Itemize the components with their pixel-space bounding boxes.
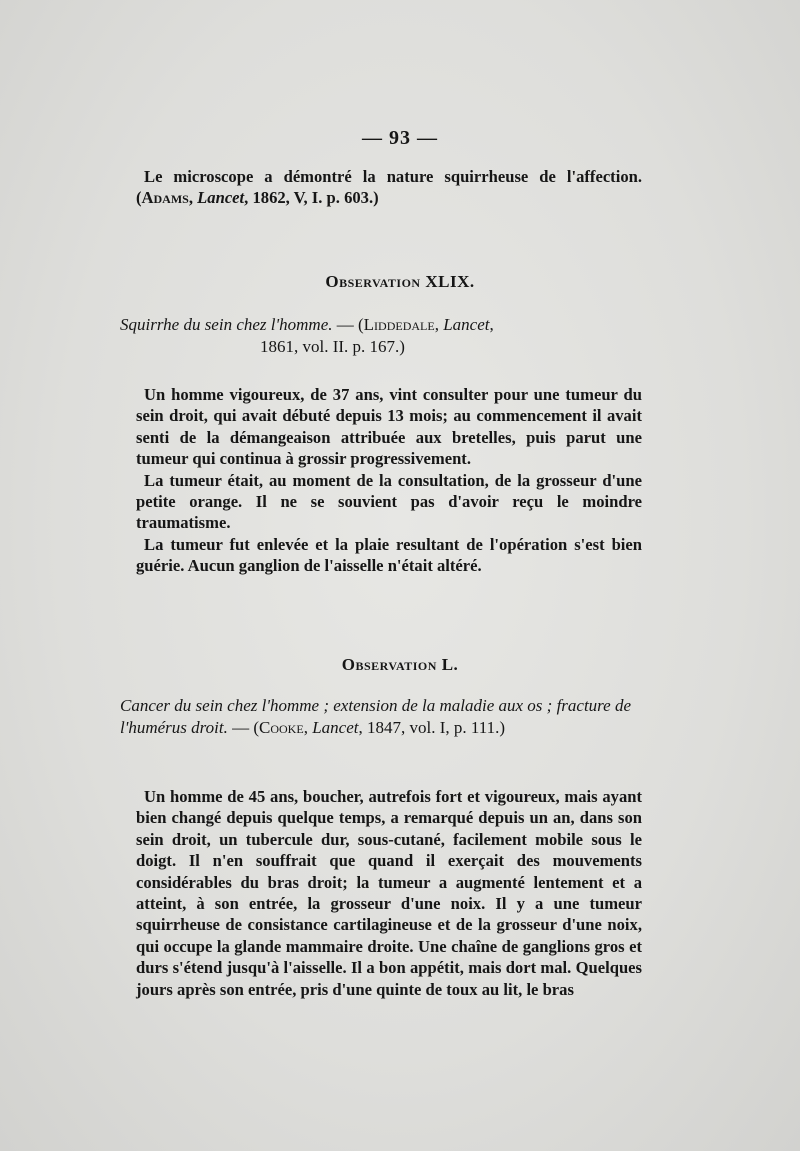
observation-49-body (136, 384, 642, 577)
obs50-title: Cancer du sein chez l'homme ; extension de la maladie aux os ; fracture de l'humérus droit. (120, 696, 631, 737)
intro-ref: , 1862, V, I. p. 603.) (244, 188, 379, 208)
obs49-paragraph: La tumeur était, au moment de la consultation, de la grosseur d'une petite orange. Il ne se souvient pas d'avoir reçu le moindre traumatisme. (136, 470, 642, 533)
obs49-source: Lancet (443, 315, 490, 334)
obs50-ref: , 1847, vol. I, p. 111.) (358, 718, 506, 737)
observation-49-title: Squirrhe du sein chez l'homme. — (Liddedale, Lancet, 1861, vol. II. p. 167.) (120, 315, 494, 356)
obs50-sep: , (303, 718, 313, 737)
obs50-heading-num: L. (441, 655, 459, 674)
obs50-paragraph: Un homme de 45 ans, boucher, autrefois fort et vigoureux, mais ayant bien changé depuis quelque temps, a remarqué depuis un an, dans son sein droit, un tubercule dur, sous-cutané, facilement mobile sous le doigt. Il n'en souffrait que quand il exerçait des mouvements considérables du bras droit; la tumeur a augmenté lentement et a atteint, à son entrée, la grosseur d'une noix. Il y a une tumeur squirrheuse de consistance cartilagineuse et de la grosseur d'une noix, qui occupe la glande mammaire droite. Une chaîne de ganglions gros et durs s'étend jusqu'à l'aisselle. Il a bon appétit, mais dort mal. Quelques jours après son entrée, pris d'une quinte de toux au lit, le bras (136, 787, 642, 999)
obs49-sep: , (434, 315, 444, 334)
observation-49-heading (0, 272, 800, 292)
obs49-paragraph: Un homme vigoureux, de 37 ans, vint consulter pour une tumeur du sein droit, qui avait débuté depuis 13 mois; au commencement il avait senti de la démangeaison attribuée aux bretelles, puis parut une tumeur qui continua à grossir progressivement. (136, 385, 642, 469)
obs50-author: Cooke (259, 718, 304, 737)
page-number: — 93 — (362, 127, 438, 149)
obs50-source: Lancet (312, 718, 359, 737)
intro-text: Le microscope a démontré la nature squirrheuse de l'affection. ( (136, 167, 642, 208)
intro-source: Lancet (197, 188, 245, 208)
observation-50-heading (0, 655, 800, 675)
obs49-paragraph: La tumeur fut enlevée et la plaie resultant de l'opération s'est bien guérie. Aucun ganglion de l'aisselle n'était altéré. (136, 534, 642, 576)
obs49-heading-label: Observation (325, 272, 421, 291)
obs49-heading-num: XLIX. (425, 272, 475, 291)
observation-50-body (136, 786, 642, 1000)
obs49-dash: — ( (332, 315, 364, 334)
obs50-heading-label: Observation (341, 655, 437, 674)
intro-paragraph: Le microscope a démontré la nature squirrheuse de l'affection. (Adams, Lancet, 1862, V, I. p. 603.) (136, 167, 642, 208)
intro-author: Adams (141, 188, 189, 208)
obs49-ref: 1861, vol. II. p. 167.) (260, 337, 405, 356)
obs49-author: Liddedale (363, 315, 435, 334)
obs49-title: Squirrhe du sein chez l'homme. (120, 315, 333, 334)
obs50-dash: — ( (227, 718, 260, 737)
observation-50-title (120, 695, 644, 739)
